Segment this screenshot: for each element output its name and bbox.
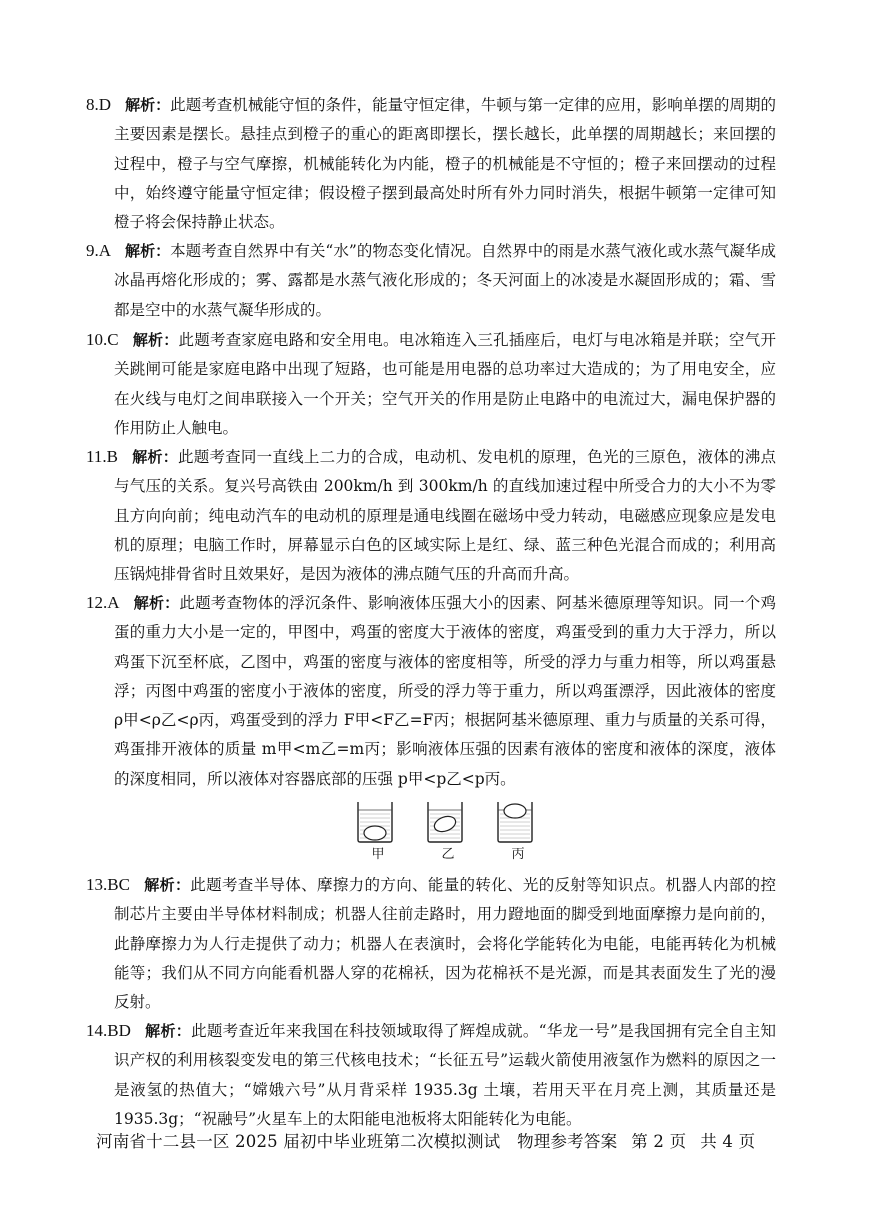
analysis-tag: 解析： bbox=[143, 876, 191, 894]
egg-icon bbox=[432, 814, 457, 835]
answer-item-body bbox=[86, 442, 776, 589]
answer-item-body bbox=[86, 236, 776, 325]
answer-item-10 bbox=[86, 325, 776, 443]
question-number: 10. bbox=[86, 330, 108, 349]
answer-item-body bbox=[86, 1016, 776, 1134]
figure-label-bing: 丙 bbox=[511, 847, 525, 862]
answer-item-8 bbox=[86, 90, 776, 237]
answer-item-9 bbox=[86, 236, 776, 325]
analysis-text: 此题考查同一直线上二力的合成，电动机、发电机的原理，色光的三原色，液体的沸点与气压的关系。复兴号高铁由 200km/h 到 300km/h 的直线加速过程中所受合力的大小不为零且方向向前；纯电动汽车的电动机的原理是通电线圈在磁场中受力转动，电磁感应现象应是发电机的原理；电脑工作时，屏幕显示白色的区域实际上是红、绿、蓝三种色光混合而成的；利用高压锅炖排骨省时且效果好，是因为液体的沸点随气压的升高而升高。 bbox=[114, 448, 776, 584]
answer-choice: A bbox=[107, 593, 120, 612]
analysis-tag: 解析： bbox=[131, 448, 178, 466]
analysis-tag: 解析： bbox=[125, 242, 171, 260]
answer-item-11 bbox=[86, 442, 776, 589]
answer-item-body bbox=[86, 588, 776, 794]
analysis-tag: 解析： bbox=[132, 331, 179, 349]
analysis-text: 此题考查物体的浮沉条件、影响液体压强大小的因素、阿基米德原理等知识。同一个鸡蛋的重力大小是一定的，甲图中，鸡蛋的密度大于液体的密度，鸡蛋受到的重力大于浮力，所以鸡蛋下沉至杯底，乙图中，鸡蛋的密度与液体的密度相等，所受的浮力与重力相等，所以鸡蛋悬浮；丙图中鸡蛋的密度小于液体的密度，所受的浮力等于重力，所以鸡蛋漂浮，因此液体的密度 ρ甲<ρ乙<ρ丙，鸡蛋受到的浮力 F甲<F乙=F丙；根据阿基米德原理、重力与质量的关系可得，鸡蛋排开液体的质量 m甲<m乙=m丙；影响液体压强的因素有液体的密度和液体的深度，液体的深度相同，所以液体对容器底部的压强 p甲<p乙<p丙。 bbox=[114, 594, 776, 788]
answer-item-13 bbox=[86, 870, 776, 1017]
analysis-text: 本题考查自然界中有关“水”的物态变化情况。自然界中的雨是水蒸气液化或水蒸气凝华成冰晶再熔化形成的；雾、露都是水蒸气液化形成的；冬天河面上的冰凌是水凝固形成的；霜、雪都是空中的水蒸气凝华形成的。 bbox=[114, 242, 776, 319]
analysis-text: 此题考查家庭电路和安全用电。电冰箱连入三孔插座后，电灯与电冰箱是并联；空气开关跳闸可能是家庭电路中出现了短路，也可能是用电器的总功率过大造成的；为了用电安全，应在火线与电灯之间串联接入一个开关；空气开关的作用是防止电路中的电流过大，漏电保护器的作用防止人触电。 bbox=[114, 331, 776, 437]
answer-choice: BC bbox=[107, 875, 130, 894]
analysis-text: 此题考查近年来我国在科技领域取得了辉煌成就。“华龙一号”是我国拥有完全自主知识产权的利用核裂变发电的第三代核电技术；“长征五号”运载火箭使用液氢作为燃料的原因之一是液氢的热值大；“嫦娥六号”从月背采样 1935.3g 土壤，若用天平在月亮上测，其质量还是 1935.3g；“祝融号”火星车上的太阳能电池板将太阳能转化为电能。 bbox=[114, 1022, 776, 1128]
answer-choice: BD bbox=[107, 1021, 131, 1040]
footer-title: 河南省十二县一区 2025 届初中毕业班第二次模拟测试 物理参考答案 bbox=[96, 1132, 618, 1151]
answer-choice: D bbox=[98, 95, 112, 114]
question-number: 12. bbox=[86, 593, 108, 612]
page-footer bbox=[96, 1128, 816, 1152]
answer-choice: C bbox=[107, 330, 119, 349]
footer-page-number: 第 2 页 bbox=[631, 1132, 687, 1151]
beaker-bing bbox=[498, 802, 532, 842]
answer-choice: A bbox=[98, 241, 112, 260]
analysis-tag: 解析： bbox=[125, 96, 171, 114]
footer-total-pages: 共 4 页 bbox=[700, 1132, 756, 1151]
analysis-tag: 解析： bbox=[144, 1022, 192, 1040]
answer-item-12 bbox=[86, 588, 776, 794]
question-number: 9. bbox=[86, 241, 99, 260]
question-number: 11. bbox=[86, 447, 107, 466]
figure-label-yi: 乙 bbox=[441, 847, 455, 862]
answer-item-14 bbox=[86, 1016, 776, 1134]
question-number: 14. bbox=[86, 1021, 108, 1040]
answer-item-body bbox=[86, 870, 776, 1017]
egg-beakers-figure bbox=[350, 800, 540, 862]
answer-item-body bbox=[86, 90, 776, 237]
egg-icon bbox=[504, 804, 526, 818]
egg-icon bbox=[364, 826, 386, 840]
question-number: 13. bbox=[86, 875, 108, 894]
answer-item-body bbox=[86, 325, 776, 443]
analysis-text: 此题考查机械能守恒的条件，能量守恒定律，牛顿与第一定律的应用，影响单摆的周期的主要因素是摆长。悬挂点到橙子的重心的距离即摆长，摆长越长，此单摆的周期越长；来回摆的过程中，橙子与空气摩擦，机械能转化为内能，橙子的机械能是不守恒的；橙子来回摆动的过程中，始终遵守能量守恒定律；假设橙子摆到最高处时所有外力同时消失，根据牛顿第一定律可知橙子将会保持静止状态。 bbox=[114, 96, 776, 232]
beakers-diagram bbox=[350, 800, 540, 844]
answer-choice: B bbox=[106, 447, 118, 466]
figure-label-jia: 甲 bbox=[371, 847, 385, 862]
beaker-yi bbox=[428, 802, 462, 842]
beaker-jia bbox=[358, 802, 392, 842]
analysis-text: 此题考查半导体、摩擦力的方向、能量的转化、光的反射等知识点。机器人内部的控制芯片主要由半导体材料制成；机器人往前走路时，用力蹬地面的脚受到地面摩擦力是向前的，此静摩擦力为人行走提供了动力；机器人在表演时，会将化学能转化为电能，电能再转化为机械能等；我们从不同方向能看机器人穿的花棉袄，因为花棉袄不是光源，而是其表面发生了光的漫反射。 bbox=[114, 876, 776, 1012]
question-number: 8. bbox=[86, 95, 99, 114]
analysis-tag: 解析： bbox=[133, 594, 180, 612]
